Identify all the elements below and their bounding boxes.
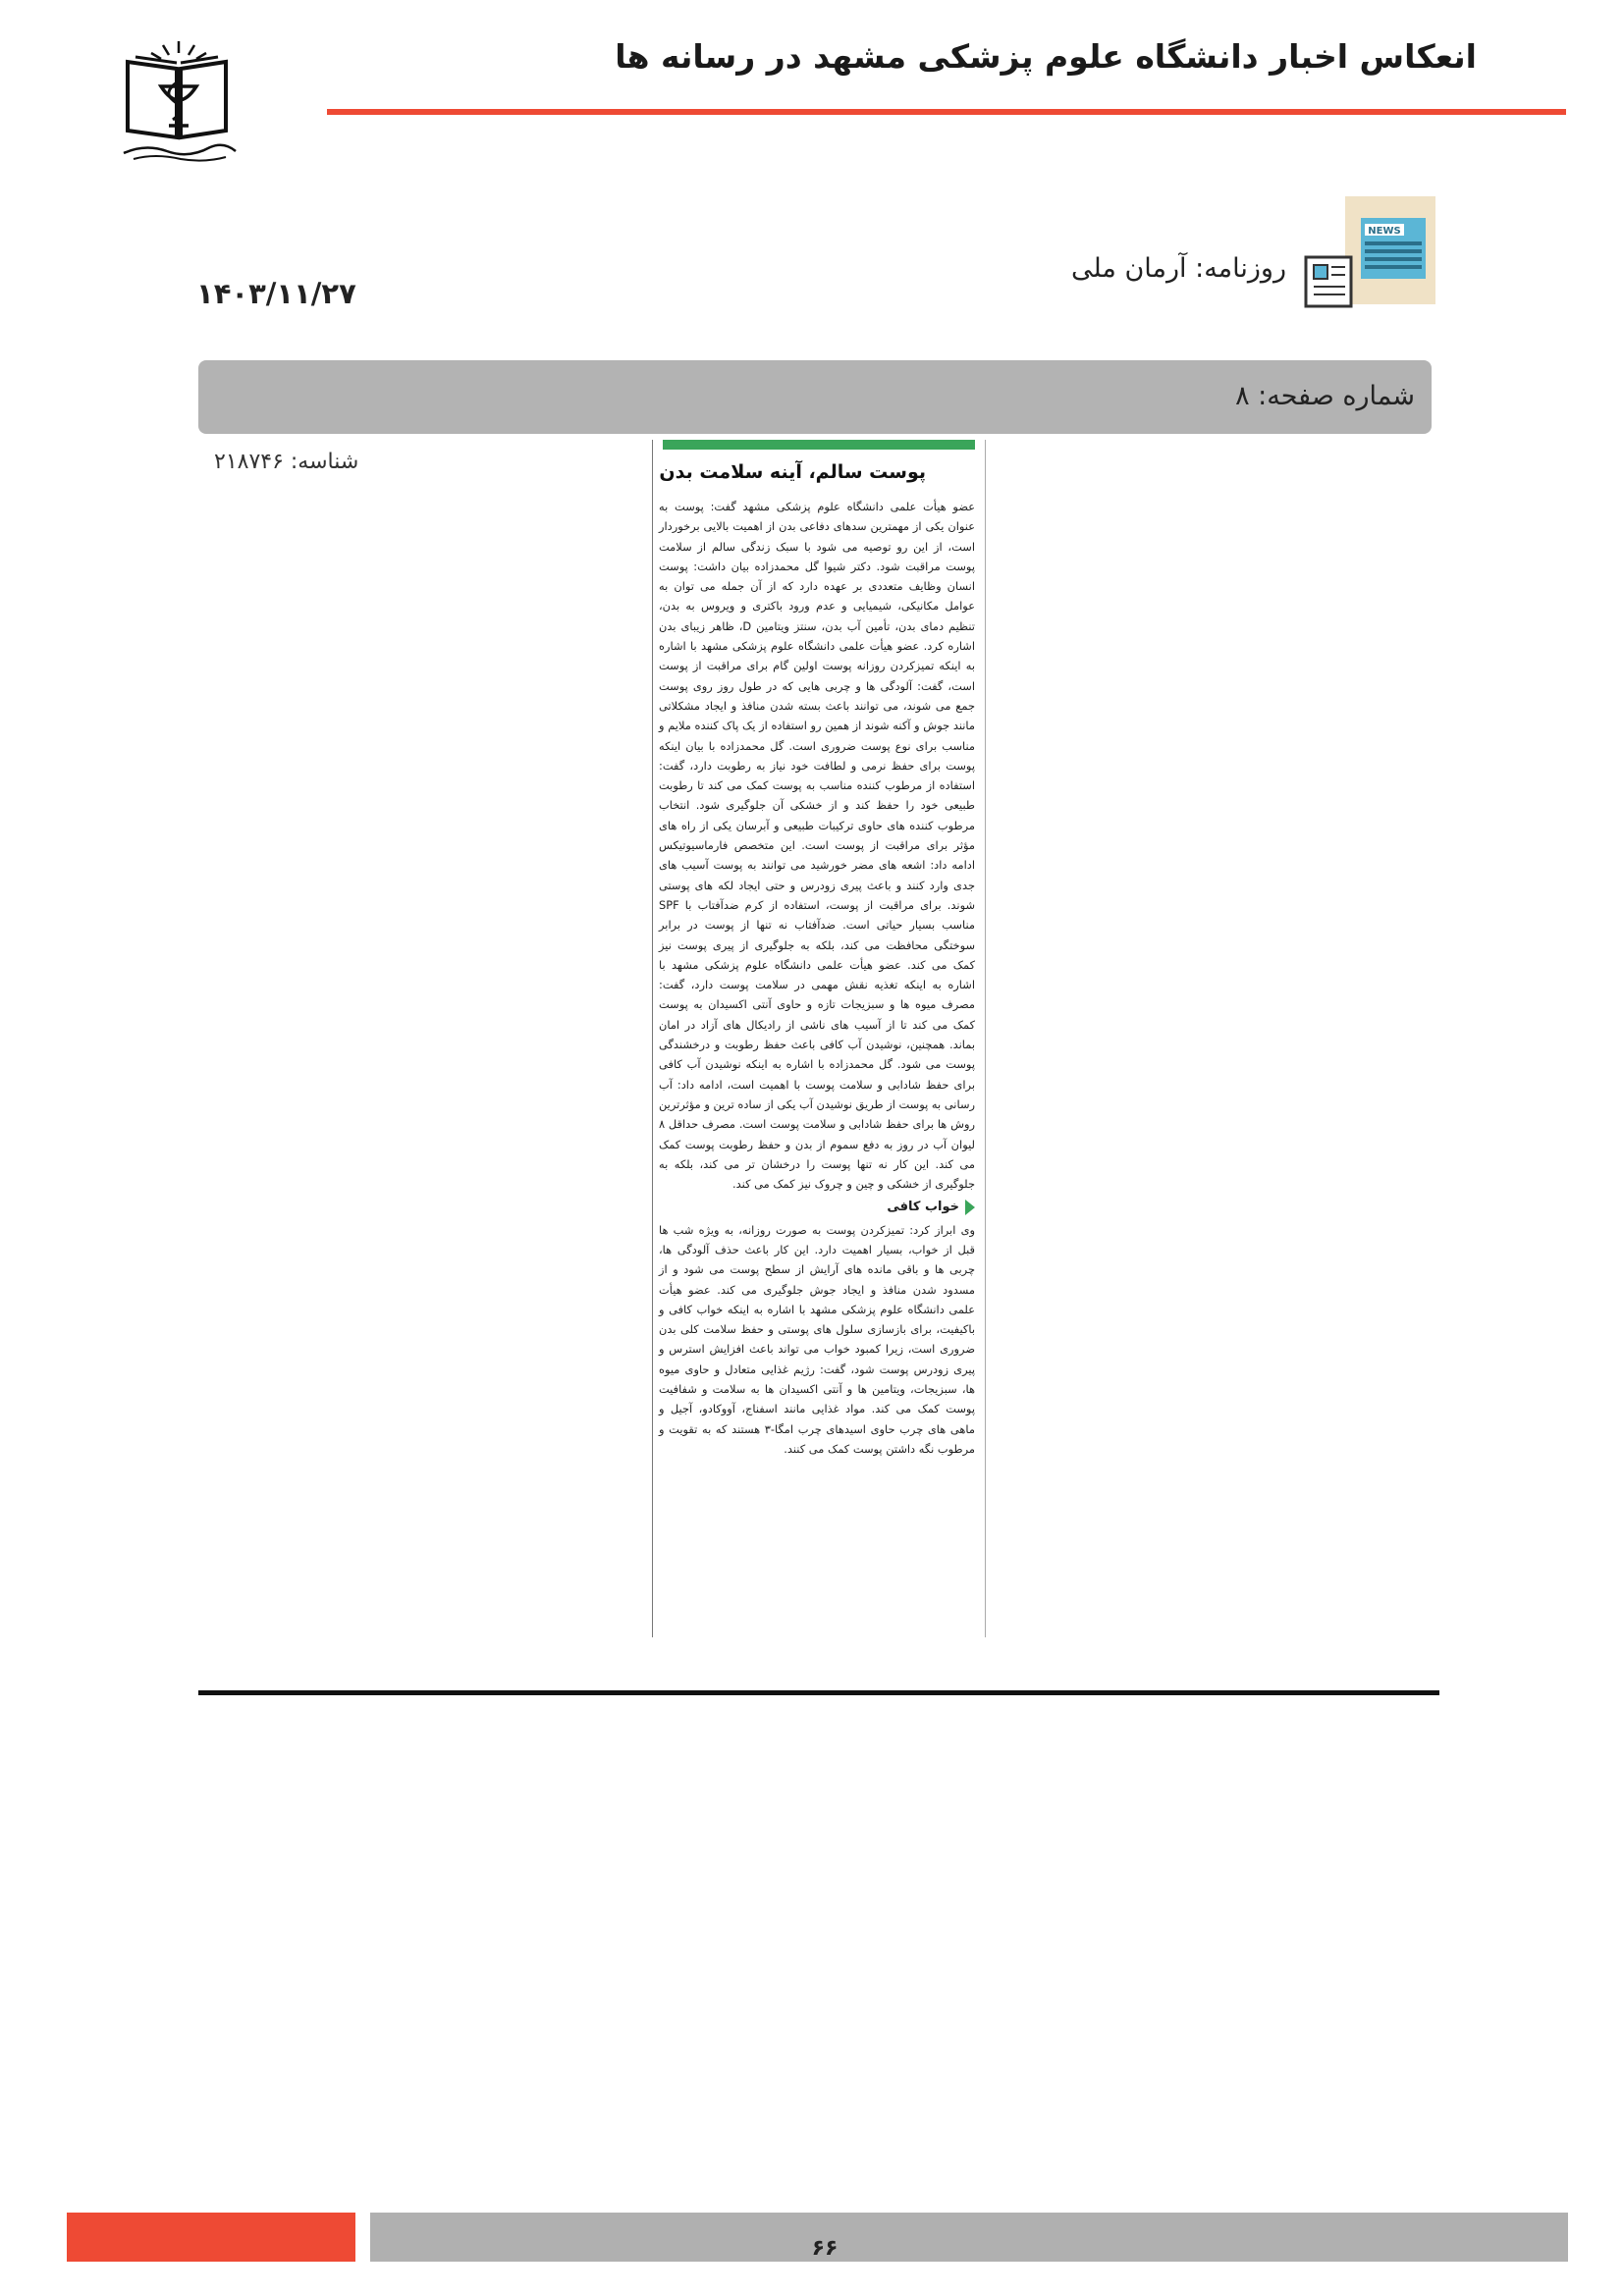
header-divider	[327, 109, 1566, 115]
document-title: انعکاس اخبار دانشگاه علوم پزشکی مشهد در رسانه ها	[615, 37, 1477, 76]
clipping-headline: پوست سالم، آینه سلامت بدن	[659, 461, 926, 483]
footer-accent-bar	[67, 2213, 355, 2262]
footer-divider	[198, 1690, 1439, 1695]
newspaper-name: روزنامه: آرمان ملی	[1070, 253, 1286, 284]
clipping-subheading	[659, 1198, 975, 1217]
logo-caption-mark	[124, 145, 236, 161]
clipping-paragraph: وی ابراز کرد: تمیزکردن پوست به صورت روزانه، به ویژه شب ها قبل از خواب، بسیار اهمیت دارد. این کار باعث حذف آلودگی ها، چربی ها و باقی مانده های آرایش از سطح پوست می شود و از مسدود شدن منافذ و ایجاد جوش جلوگیری می کند. عضو هیأت علمی دانشگاه علوم پزشکی مشهد با اشاره به اینکه خواب کافی و باکیفیت، برای بازسازی سلول های پوستی و حفظ سلامت کلی بدن ضروری است، زیرا کمبود خواب می تواند باعث افزایش استرس و پیری زودرس پوست شود، گفت: رژیم غذایی متعادل و حاوی میوه ها، سبزیجات، ویتامین ها و آنتی اکسیدان ها به سلامت و شفافیت پوست کمک می کند. مواد غذایی مانند اسفناج، آووکادو، آجیل و ماهی های چرب حاوی اسیدهای چرب امگا-۳ هستند که به تقویت و مرطوب نگه داشتن پوست کمک می کنند.	[659, 1222, 976, 1456]
clipping-subheading-text: خواب کافی	[887, 1200, 959, 1215]
page-number-label: شماره صفحه: ۸	[1235, 381, 1415, 411]
footer-page-number: ۶۶	[811, 2236, 839, 2261]
record-id: شناسه: ۲۱۸۷۴۶	[214, 450, 359, 474]
university-logo-icon	[116, 37, 244, 165]
bullet-triangle-icon	[965, 1200, 975, 1215]
footer-bar	[370, 2213, 1568, 2262]
clipping-paragraph: عضو هیأت علمی دانشگاه علوم پزشکی مشهد گفت: پوست به عنوان یکی از مهمترین سدهای دفاعی بدن از اهمیت بالایی برخوردار است، از این رو توصیه می شود با سبک زندگی سالم از سلامت پوست مراقبت شود. دکتر شیوا گل محمدزاده بیان داشت: پوست انسان وظایف متعددی بر عهده دارد که از آن جمله می توان به عوامل مکانیکی، شیمیایی و عدم ورود باکتری و ویروس به بدن، تنظیم دمای بدن، تأمین آب بدن، سنتز ویتامین D، ظاهر زیبای بدن اشاره کرد. عضو هیأت علمی دانشگاه علوم پزشکی مشهد با اشاره به اینکه تمیزکردن روزانه پوست اولین گام برای مراقبت از پوست است، گفت: آلودگی ها و چربی هایی که در طول روز روی پوست جمع می شوند، می توانند باعث بسته شدن منافذ و ایجاد مشکلاتی مانند جوش و آکنه شوند از همین رو استفاده از یک پاک کننده ملایم و مناسب برای نوع پوست ضروری است. گل محمدزاده با بیان اینکه پوست برای حفظ نرمی و لطافت خود نیاز به رطوبت دارد، گفت: استفاده از مرطوب کننده مناسب به پوست کمک می کند تا رطوبت طبیعی خود را حفظ کند و از خشکی آن جلوگیری شود. انتخاب مرطوب کننده های حاوی ترکیبات طبیعی و آبرسان یکی از راه های مؤثر برای مراقبت از پوست است. این متخصص فارماسیوتیکس ادامه داد: اشعه های مضر خورشید می توانند به پوست آسیب های جدی وارد کنند و باعث پیری زودرس و حتی ایجاد لکه های پوستی شوند. برای مراقبت از پوست، استفاده از کرم ضدآفتاب با SPF مناسب بسیار حیاتی است. ضدآفتاب نه تنها از پوست در برابر سوختگی محافظت می کند، بلکه به جلوگیری از پیری پوست نیز کمک می کند. عضو هیأت علمی دانشگاه علوم پزشکی مشهد با اشاره به اینکه تغذیه نقش مهمی در سلامت پوست دارد، گفت: مصرف میوه ها و سبزیجات تازه و حاوی آنتی اکسیدان به پوست کمک می کند تا از آسیب های ناشی از رادیکال های آزاد در امان بماند. همچنین، نوشیدن آب کافی باعث حفظ رطوبت و درخشندگی پوست می شود. گل محمدزاده با اشاره به اینکه نوشیدن آب کافی برای حفظ شادابی و سلامت پوست با اهمیت است، ادامه داد: آب رسانی به پوست از طریق نوشیدن آب یکی از ساده ترین و مؤثرترین روش ها برای حفظ شادابی و سلامت پوست است. مصرف حداقل ۸ لیوان آب در روز به دفع سموم از بدن و حفظ رطوبت پوست کمک می کند. این کار نه تنها پوست را درخشان تر می کند، بلکه به جلوگیری از خشکی و چین و چروک نیز کمک می کند.	[659, 500, 975, 1192]
clipping-header-band	[663, 440, 975, 450]
news-clipping	[652, 440, 986, 1637]
svg-text:NEWS: NEWS	[1368, 226, 1401, 237]
newspaper-icon	[1304, 196, 1435, 310]
clipping-body	[659, 497, 975, 1459]
university-logo	[116, 37, 244, 165]
publication-date: ۱۴۰۳/۱۱/۲۷	[196, 277, 356, 310]
